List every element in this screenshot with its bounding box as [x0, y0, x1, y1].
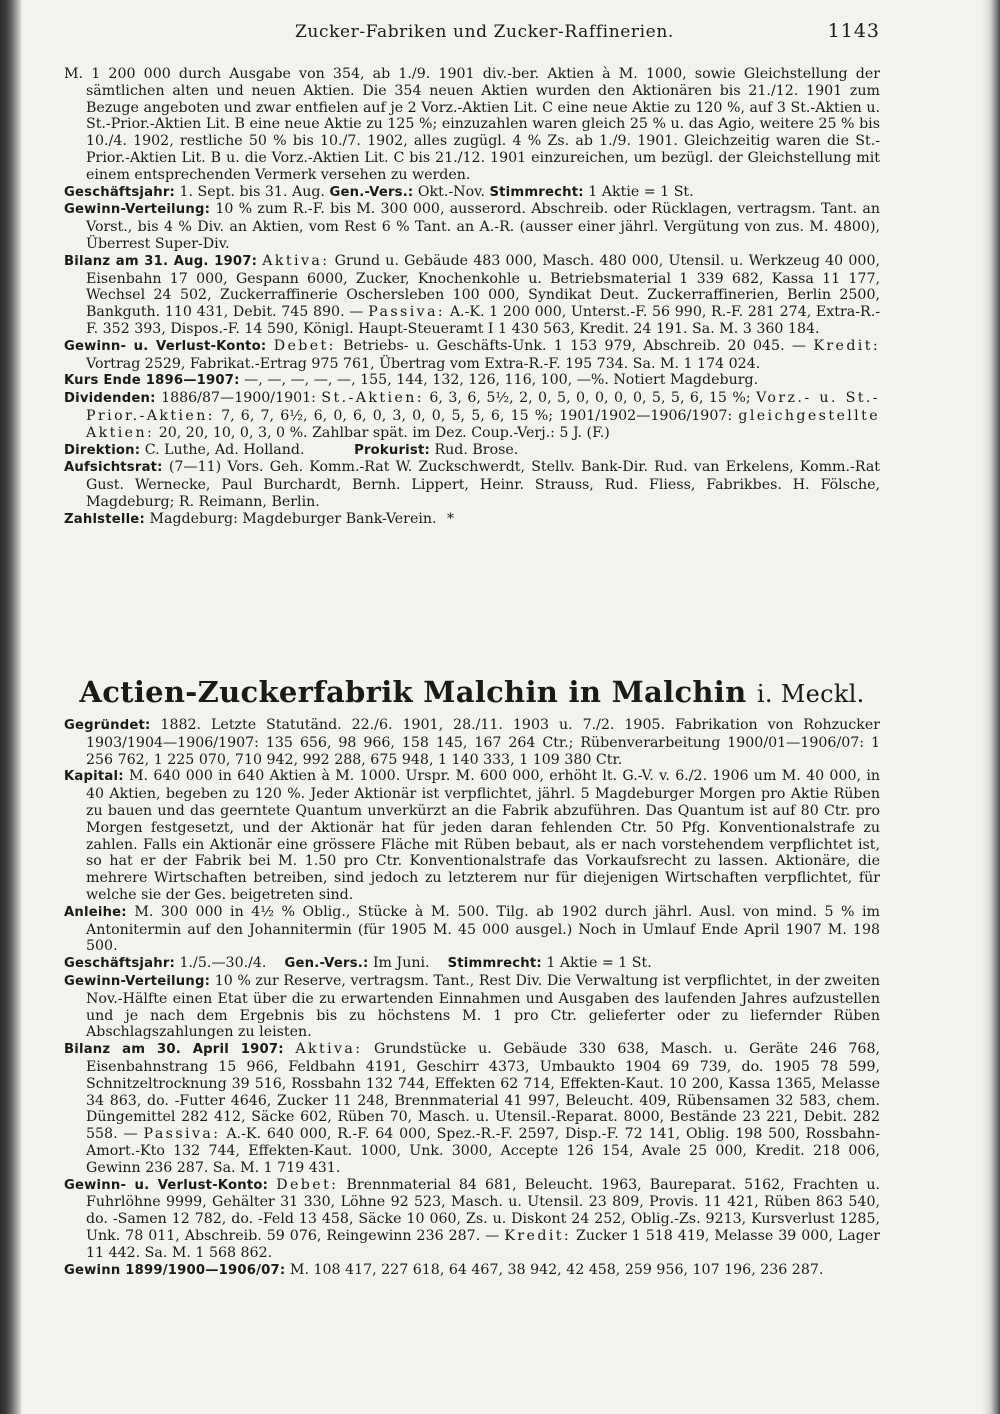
capital-increase-paragraph	[64, 66, 880, 184]
aufsichtsrat-label: Aufsichtsrat:	[64, 460, 163, 476]
anleihe-label: Anleihe:	[64, 904, 127, 920]
bilanz-paragraph	[64, 253, 880, 338]
bilanz-aktiva-text: Grund u. Gebäude 483 000, Masch. 480 000, Utensil. u. Werkzeug 40 000, Eisenbahn 17 000, Gespann 6000, Zucker, Knochenkohle u. Betriebsmaterial 1 339 682, Kassa 11 177, Wechsel 24 502, Zuckerraffinerie Oschersleben 100 000, Syndikat Deut. Zuckerraffinerien, Berlin 2500, Bankguth. 110 431, Debit. 745 890. —	[86, 252, 880, 321]
stammaktien-label: St.-Aktien:	[321, 390, 424, 407]
guv-paragraph	[64, 338, 880, 373]
kredit-label-2: Kredit:	[504, 1227, 572, 1244]
dividenden-gleich: 20, 20, 10, 0, 3, 0 %. Zahlbar spät. im Dez. Coup.-Verj.: 5 J. (F.)	[158, 424, 610, 441]
stimmrecht-value-2: 1 Aktie = 1 St.	[546, 955, 652, 972]
gewinnverteilung-text: 10 % zum R.-F. bis M. 300 000, ausserord. Abschreib. oder Rücklagen, vertragsm. Tant. an Vorst., bis 4 % Div. an Aktien, vom Rest 6 % Tant. an A.-R. (ausser einer jährl. Vergütung von zus. M. 4800), Überrest Super-Div.	[86, 201, 881, 252]
geschaeftsjahr-label: Geschäftsjahr:	[64, 184, 175, 200]
guv-debet-text: Betriebs- u. Geschäfts-Unk. 1 153 979, Abschreib. 20 045. —	[343, 337, 807, 354]
dividenden-paragraph	[64, 390, 880, 441]
company-name: Actien-Zuckerfabrik Malchin in Malchin	[79, 675, 747, 709]
aktiva-label-2: Aktiva:	[295, 1041, 363, 1058]
guv-kredit-text-2: Zucker 1 518 419, Melasse 39 000, Lager 11 442. Sa. M. 1 568 862.	[86, 1227, 880, 1261]
gewinnverteilung-label: Gewinn-Verteilung:	[64, 202, 211, 218]
aktiva-label: Aktiva:	[262, 252, 330, 269]
dividenden-vorz: 7, 6, 7, 6½, 6, 0, 6, 0, 3, 0, 0, 5, 5, 6, 15 %; 1901/1902—1906/1907:	[221, 407, 733, 424]
gewinnverteilung-label-2: Gewinn-Verteilung:	[64, 973, 211, 989]
gewinnverteilung-paragraph-2	[64, 973, 880, 1041]
aufsichtsrat-paragraph	[64, 459, 880, 510]
geschaeftsjahr-label-2: Geschäftsjahr:	[64, 956, 175, 972]
bilanz-aktiva-text-2: Grundstücke u. Gebäude 330 638, Masch. u. Geräte 246 768, Eisenbahnstrang 15 966, Feldbahn 4191, Geschirr 4373, Umbaukto 1904 69 739, do. 1905 78 599, Schnitzeltrocknung 39 516, Rossbahn 132 744, Effekten 62 714, Effekten-Kaut. 10 200, Kassa 1365, Melasse 34 863, do. -Futter 4646, Zucker 11 248, Brennmaterial 41 997, Beleucht. 409, Rübensamen 32 583, chem. Düngemittel 282 412, Säcke 602, Rüben 70, Masch. u. Utensil.-Reparat. 8000, Bestände 23 221, Debit. 282 558. —	[86, 1041, 880, 1143]
gegruendet-text: 1882. Letzte Statutänd. 22./6. 1901, 28./11. 1903 u. 7./2. 1905. Fabrikation von Rohzucker 1903/1904—1906/1907: 135 656, 98 966, 158 145, 167 264 Ctr.; Rübenverarbeitung 1900/01—1906/07: 1 256 762, 1 225 070, 710 942, 992 288, 675 948, 1 140 333, 1 109 380 Ctr.	[86, 717, 881, 768]
prokurist-label: Prokurist:	[354, 442, 430, 458]
kapital-paragraph	[64, 768, 880, 903]
passiva-label-2: Passiva:	[143, 1126, 221, 1143]
dividenden-label: Dividenden:	[64, 391, 156, 407]
direktion-text: C. Luthe, Ad. Holland.	[144, 441, 305, 458]
gegruendet-label: Gegründet:	[64, 718, 151, 733]
anleihe-paragraph	[64, 904, 880, 955]
guv-debet-text-2: Brennmaterial 84 681, Beleucht. 1963, Baureparat. 5162, Frachten u. Fuhrlöhne 9999, Gehälter 31 330, Löhne 92 523, Masch. u. Utensil. 23 809, Provis. 11 421, Rüben 863 540, do. -Samen 12 782, do. -Feld 13 458, Säcke 10 060, Zs. u. Diskont 24 252, Oblig.-Zs. 9213, Kursverlust 1285, Unk. 78 011, Abschreib. 59 076, Reingewinn 236 287. —	[86, 1176, 881, 1244]
dividenden-years: 1886/87—1900/1901:	[161, 390, 316, 407]
capital-increase-text: M. 1 200 000 durch Ausgabe von 354, ab 1./9. 1901 div.-ber. Aktien à M. 1000, sowie Gleichstellung der sämtlichen alten und neuen Aktien. Die 354 neuen Aktien wurden den Aktionären bis 21./12. 1901 zum Bezuge angeboten und zwar entfielen auf je 2 Vorz.-Aktien Lit. C eine neue Aktie zu 120 %, auf 3 St.-Aktien u. St.-Prior.-Aktien Lit. B eine neue Aktie zu 125 %; einzuzahlen waren gleich 25 % u. das Agio, weitere 25 % bis 10./4. 1902, restliche 50 % bis 10./7. 1902, alles zugügl. 4 % Zs. ab 1./9. 1901. Gleichzeitig waren die St.-Prior.-Aktien Lit. B u. die Vorz.-Aktien Lit. C bis 21./12. 1901 einzureichen, um bezügl. der Gleichstellung mit einem entsprechenden Vermerk versehen zu werden.	[64, 66, 880, 183]
zahlstelle-text: Magdeburg: Magdeburger Bank-Verein.	[149, 510, 437, 527]
genvers-label: Gen.-Vers.:	[329, 184, 414, 200]
genvers-value-2: Im Juni.	[372, 955, 430, 972]
company-location: i. Meckl.	[756, 680, 865, 708]
guv-kredit-text: Vortrag 2529, Fabrikat.-Ertrag 975 761, Übertrag vom Extra-R.-F. 195 734. Sa. M. 1 174 024.	[86, 355, 761, 372]
company-title	[64, 675, 880, 709]
running-title: Zucker-Fabriken und Zucker-Raffinerien.	[295, 22, 674, 42]
book-spine-shadow	[0, 0, 22, 1414]
stimmrecht-label-2: Stimmrecht:	[447, 956, 542, 972]
guv-label: Gewinn- u. Verlust-Konto:	[64, 338, 267, 354]
page-number: 1143	[827, 20, 880, 42]
zahlstelle-label: Zahlstelle:	[64, 511, 145, 527]
vorzugsaktien-label: Vorz.- u. St.-Prior.-Aktien:	[86, 390, 880, 424]
gleichgestellte-label: gleichgestellte Aktien:	[86, 407, 881, 441]
genvers-label-2: Gen.-Vers.:	[284, 956, 369, 972]
kurs-label: Kurs Ende 1896—1907:	[64, 373, 240, 389]
genvers-value: Okt.-Nov.	[417, 183, 485, 200]
previous-company-entry	[64, 66, 880, 529]
passiva-label: Passiva:	[368, 304, 446, 321]
kredit-label: Kredit:	[813, 337, 881, 354]
bilanz-label-2: Bilanz am 30. April 1907:	[64, 1042, 284, 1058]
gewinn-history-label: Gewinn 1899/1900—1906/07:	[64, 1262, 286, 1278]
debet-label: Debet:	[273, 337, 336, 354]
gegruendet-paragraph	[64, 717, 880, 768]
bilanz-passiva-text: A.-K. 1 200 000, Unterst.-F. 56 990, R.-F. 281 274, Extra-R.-F. 352 393, Dispos.-F. 14 590, Königl. Haupt-Steueramt I 1 430 563, Kredit. 24 191. Sa. M. 3 360 184.	[86, 304, 881, 337]
anleihe-text: M. 300 000 in 4½ % Oblig., Stücke à M. 500. Tilg. ab 1902 durch jährl. Ausl. von mind. 5 % im Antonitermin auf den Johannitermin (für 1905 M. 45 000 ausgel.) Noch in Umlauf Ende April 1907 M. 198 500.	[86, 903, 880, 955]
gewinnverteilung-text-2: 10 % zur Reserve, vertragsm. Tant., Rest Div. Die Verwaltung ist verpflichtet, in der zweiten Nov.-Hälfte einen Etat über die zu erwartenden Einnahmen und Ausgaben des laufenden Jahres aufzustellen und je nach dem Ergebnis bis zu höchstens M. 1 pro Ctr. gelieferter oder zu liefernder Rüben Abschlagszahlungen zu leisten.	[86, 972, 880, 1041]
dividenden-stamm: 6, 3, 6, 5½, 2, 0, 5, 0, 0, 0, 0, 5, 5, 6, 15 %;	[429, 390, 751, 407]
stimmrecht-label: Stimmrecht:	[489, 184, 584, 200]
guv-paragraph-2	[64, 1177, 880, 1262]
malchin-company-entry	[64, 675, 880, 1279]
bilanz-paragraph-2	[64, 1041, 880, 1176]
gewinn-history-text: M. 108 417, 227 618, 64 467, 38 942, 42 458, 259 956, 107 196, 236 287.	[289, 1261, 824, 1278]
page-edge-shadow	[982, 0, 1000, 1414]
running-header	[60, 18, 880, 42]
kapital-text: M. 640 000 in 640 Aktien à M. 1000. Urspr. M. 600 000, erhöht lt. G.-V. v. 6./2. 1906 um M. 40 000, in 40 Aktien, begeben zu 120 %. Jeder Aktionär ist verpflichtet, jährl. 5 Magdeburger Morgen pro Aktie Rüben zu bauen und das geerntete Quantum unverkürzt an die Fabrik abzuführen. Das Quantum ist auf 80 Ctr. pro Morgen festgesetzt, und der Aktionär hat für jeden daran fehlenden Ctr. 50 Pfg. Konventionalstrafe zu zahlen. Falls ein Aktionär eine grössere Fläche mit Rüben bebaut, als er nach vorstehendem verpflichtet ist, so hat er der Fabrik bei M. 1.50 pro Ctr. Konventionalstrafe das Vorkaufsrecht zu lassen. Aktionäre, die mehrere Wirtschaften betreiben, sind jedoch zu letzterem nur für diejenigen Wirtschaften verpflichtet, für welche sie der Ges. beigetreten sind.	[86, 768, 881, 903]
stimmrecht-value: 1 Aktie = 1 St.	[588, 183, 694, 200]
kapital-label: Kapital:	[64, 769, 124, 785]
geschaeftsjahr-line	[64, 184, 880, 202]
kurs-text: —, —, —, —, —, 155, 144, 132, 126, 116, 100, —%. Notiert Magdeburg.	[244, 372, 759, 389]
geschaeftsjahr-line-2	[64, 955, 880, 973]
geschaeftsjahr-value: 1. Sept. bis 31. Aug.	[179, 183, 325, 200]
prokurist-text: Rud. Brose.	[434, 441, 519, 458]
guv-label-2: Gewinn- u. Verlust-Konto:	[64, 1177, 269, 1193]
aufsichtsrat-text: (7—11) Vors. Geh. Komm.-Rat W. Zuckschwerdt, Stellv. Bank-Dir. Rud. van Erkelens, Komm.-Rat Gust. Wernecke, Paul Burchardt, Bernh. Lippert, Heinr. Strauss, Rud. Fliess, Fabrikbes. H. Fölsche, Magdeburg; R. Reimann, Berlin.	[86, 459, 880, 510]
bilanz-passiva-text-2: A.-K. 640 000, R.-F. 64 000, Spez.-R.-F. 2597, Disp.-F. 72 141, Oblig. 198 500, Rossbahn-Amort.-Kto 132 744, Effekten-Kaut. 1000, Unk. 3000, Accepte 126 154, Avale 25 000, Kredit. 218 006, Gewinn 236 287. Sa. M. 1 719 431.	[86, 1126, 881, 1176]
bilanz-label: Bilanz am 31. Aug. 1907:	[64, 253, 258, 269]
direktion-line	[64, 442, 880, 460]
direktion-label: Direktion:	[64, 442, 141, 458]
gewinn-history-line	[64, 1262, 880, 1280]
kurs-paragraph	[64, 372, 880, 390]
geschaeftsjahr-value-2: 1./5.—30./4.	[179, 955, 267, 972]
zahlstelle-line	[64, 511, 880, 529]
asterisk-mark: *	[447, 510, 455, 527]
debet-label-2: Debet:	[276, 1176, 339, 1193]
gewinnverteilung-paragraph	[64, 201, 880, 252]
